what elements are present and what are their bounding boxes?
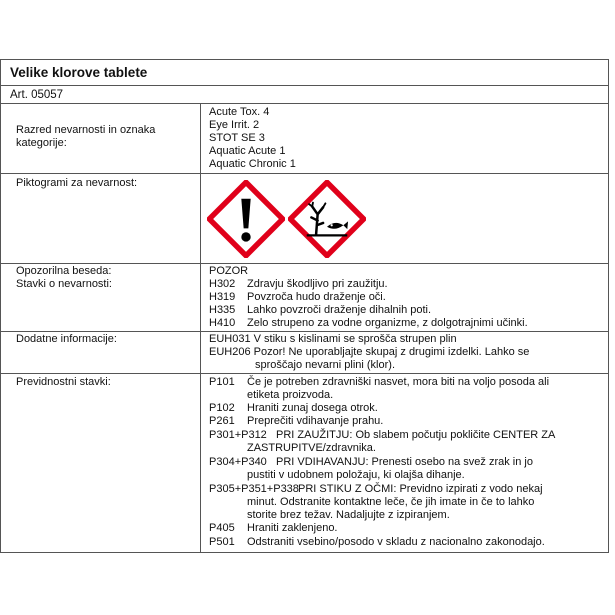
safety-label-sheet — [0, 59, 609, 553]
class-value: Aquatic Chronic 1 — [209, 158, 296, 170]
precautionary-label: Previdnostni stavki: — [16, 376, 111, 388]
precautionary-statement: P501 Odstraniti vsebino/posodo v skladu z nacionalno zakonodajo. — [209, 536, 545, 548]
class-value: Eye Irrit. 2 — [209, 119, 260, 131]
signal-word-value: POZOR — [209, 265, 249, 277]
row-divider — [1, 373, 608, 374]
row-divider — [1, 173, 608, 174]
exclamation-mark-pictogram-icon — [207, 180, 285, 258]
row-divider — [1, 331, 608, 332]
hazard-statement: H302 Zdravju škodljivo pri zaužitju. — [209, 278, 388, 290]
additional-info-text: EUH031 V stiku s kislinami se sprošča strupen plin EUH206 Pozor! Ne uporabljajte skupaj z drugimi izdelki. Lahko se sproščajo nevarni plini (klor). — [209, 333, 530, 371]
environment-pictogram-icon — [288, 180, 366, 258]
precautionary-statement: P301+P312 PRI ZAUŽITJU: Ob slabem počutju pokličite CENTER ZA ZASTRUPITVE/zdravnika. — [209, 429, 556, 454]
row-divider — [1, 263, 608, 264]
hazard-statement: H319 Povzroča hudo draženje oči. — [209, 291, 386, 303]
hazard-statement: H335 Lahko povzroči draženje dihalnih poti. — [209, 304, 432, 316]
hazard-statement: H410 Zelo strupeno za vodne organizme, z dolgotrajnimi učinki. — [209, 317, 528, 329]
class-value: Aquatic Acute 1 — [209, 145, 286, 157]
product-title: Velike klorove tablete — [1, 60, 608, 86]
pictograms-label: Piktogrami za nevarnost: — [16, 177, 138, 189]
precautionary-statement: P405 Hraniti zaklenjeno. — [209, 522, 338, 534]
signal-word-label: Opozorilna beseda: — [16, 265, 112, 277]
additional-info-label: Dodatne informacije: — [16, 333, 117, 345]
precautionary-statement: P261 Preprečiti vdihavanje prahu. — [209, 415, 384, 427]
precautionary-statement: P101 Če je potreben zdravniški nasvet, mora biti na voljo posoda ali etiketa proizvoda. — [209, 376, 550, 401]
class-value: Acute Tox. 4 — [209, 106, 270, 118]
classification-values — [209, 106, 296, 171]
hazard-statements-label: Stavki o nevarnosti: — [16, 278, 112, 290]
precautionary-statement: P305+P351+P338 PRI STIKU Z OČMI: Previdno izpirati z vodo nekaj minut. Odstranite kontaktne leče, če jih imate in če to lahko storite brez težav. Nadaljujte z izpiranjem. — [209, 483, 543, 521]
article-number: Art. 05057 — [1, 86, 608, 104]
precautionary-statement: P304+P340 PRI VDIHAVANJU: Prenesti osebo na svež zrak in jo pustiti v udobnem položaju, ki olajša dihanje. — [209, 456, 533, 481]
classification-label: Razred nevarnosti in oznaka kategorije: — [16, 124, 156, 149]
precautionary-statement: P102 Hraniti zunaj dosega otrok. — [209, 402, 378, 414]
class-value: STOT SE 3 — [209, 132, 265, 144]
